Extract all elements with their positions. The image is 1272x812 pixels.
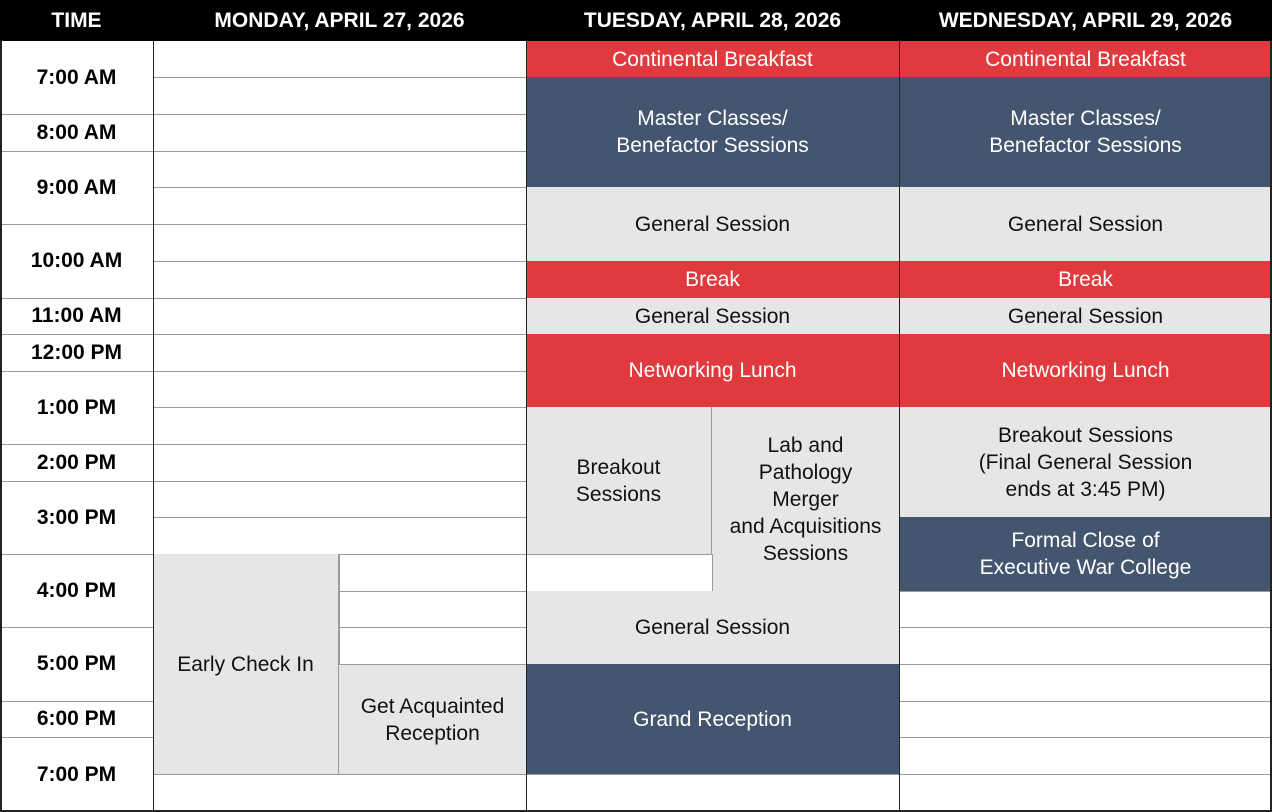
- event-breakout-sessions[interactable]: [899, 407, 1272, 517]
- column-divider: [153, 41, 154, 812]
- event-label: Sessions: [762, 541, 849, 565]
- event-master-classes[interactable]: [899, 77, 1272, 187]
- event-label: Breakout: [576, 455, 661, 479]
- time-label: 1:00 PM: [36, 395, 117, 419]
- grid-line: [153, 774, 1272, 775]
- event-master-classes[interactable]: [526, 77, 899, 187]
- event-label: Sessions: [575, 482, 662, 506]
- event-label: Break: [1058, 268, 1113, 291]
- event-label: Merger: [772, 487, 839, 511]
- time-label: 7:00 AM: [36, 65, 117, 89]
- event-label: Benefactor Sessions: [989, 134, 1182, 157]
- event-get-acquainted-reception[interactable]: [339, 664, 526, 774]
- event-label: General Session: [1007, 212, 1164, 236]
- event-grand-reception[interactable]: [526, 664, 899, 774]
- event-label: Breakout Sessions: [997, 423, 1174, 447]
- event-label: Continental Breakfast: [985, 47, 1186, 71]
- grid-line: [339, 554, 340, 664]
- header-wednesday: WEDNESDAY, APRIL 29, 2026: [938, 8, 1233, 32]
- event-continental-breakfast[interactable]: [526, 41, 899, 77]
- event-label: Pathology: [758, 460, 853, 484]
- time-label: 3:00 PM: [36, 505, 117, 529]
- event-label: Grand Reception: [633, 707, 792, 731]
- event-label: Formal Close of: [1011, 529, 1160, 552]
- event-label: Reception: [385, 721, 480, 745]
- event-general-session[interactable]: [526, 591, 899, 664]
- event-label: General Session: [634, 212, 791, 236]
- time-label: 9:00 AM: [36, 175, 117, 199]
- event-label: General Session: [634, 616, 791, 639]
- event-label: Early Check In: [177, 652, 314, 676]
- grid-border: [0, 41, 2, 812]
- header-time: TIME: [51, 8, 102, 32]
- event-general-session[interactable]: [899, 298, 1272, 334]
- event-continental-breakfast[interactable]: [899, 41, 1272, 77]
- event-label: Networking Lunch: [1001, 359, 1170, 382]
- event-networking-lunch[interactable]: [899, 334, 1272, 407]
- event-early-check-in[interactable]: [153, 554, 339, 774]
- header-tuesday: TUESDAY, APRIL 28, 2026: [583, 8, 842, 32]
- event-label: ends at 3:45 PM): [1005, 477, 1166, 501]
- event-label: General Session: [634, 304, 791, 328]
- event-label: Master Classes/: [637, 107, 788, 130]
- event-label: Benefactor Sessions: [616, 134, 809, 157]
- time-label: 10:00 AM: [30, 249, 123, 272]
- header-row: [0, 0, 1272, 41]
- event-networking-lunch[interactable]: [526, 334, 899, 407]
- event-label: Networking Lunch: [628, 359, 797, 382]
- event-label: Break: [685, 268, 740, 291]
- event-general-session[interactable]: [526, 298, 899, 334]
- time-label: 4:00 PM: [36, 578, 117, 602]
- time-label: 12:00 PM: [30, 340, 123, 364]
- column-divider: [526, 41, 527, 812]
- time-label: 11:00 AM: [31, 304, 122, 327]
- time-label: 8:00 AM: [36, 120, 117, 144]
- event-break[interactable]: [899, 261, 1272, 298]
- event-label: Master Classes/: [1010, 107, 1161, 130]
- event-formal-close[interactable]: [899, 517, 1272, 591]
- event-label: Get Acquainted: [360, 694, 505, 718]
- grid-line: [712, 554, 713, 591]
- header-monday: MONDAY, APRIL 27, 2026: [214, 8, 465, 32]
- time-label: 2:00 PM: [36, 450, 117, 474]
- event-breakout-sessions[interactable]: [526, 407, 712, 554]
- event-label: Lab and: [767, 433, 844, 457]
- time-label: 7:00 PM: [36, 762, 117, 786]
- event-label: Executive War College: [979, 556, 1192, 579]
- event-general-session[interactable]: [526, 187, 899, 261]
- event-label: (Final General Session: [978, 450, 1193, 474]
- event-lab-pathology-sessions[interactable]: [712, 407, 899, 591]
- event-break[interactable]: [526, 261, 899, 298]
- time-label: 5:00 PM: [36, 652, 117, 675]
- column-divider: [899, 41, 900, 812]
- time-label: 6:00 PM: [36, 707, 117, 730]
- event-label: Continental Breakfast: [612, 47, 813, 71]
- event-label: and Acquisitions: [729, 514, 882, 538]
- event-label: General Session: [1007, 304, 1164, 328]
- event-general-session[interactable]: [899, 187, 1272, 261]
